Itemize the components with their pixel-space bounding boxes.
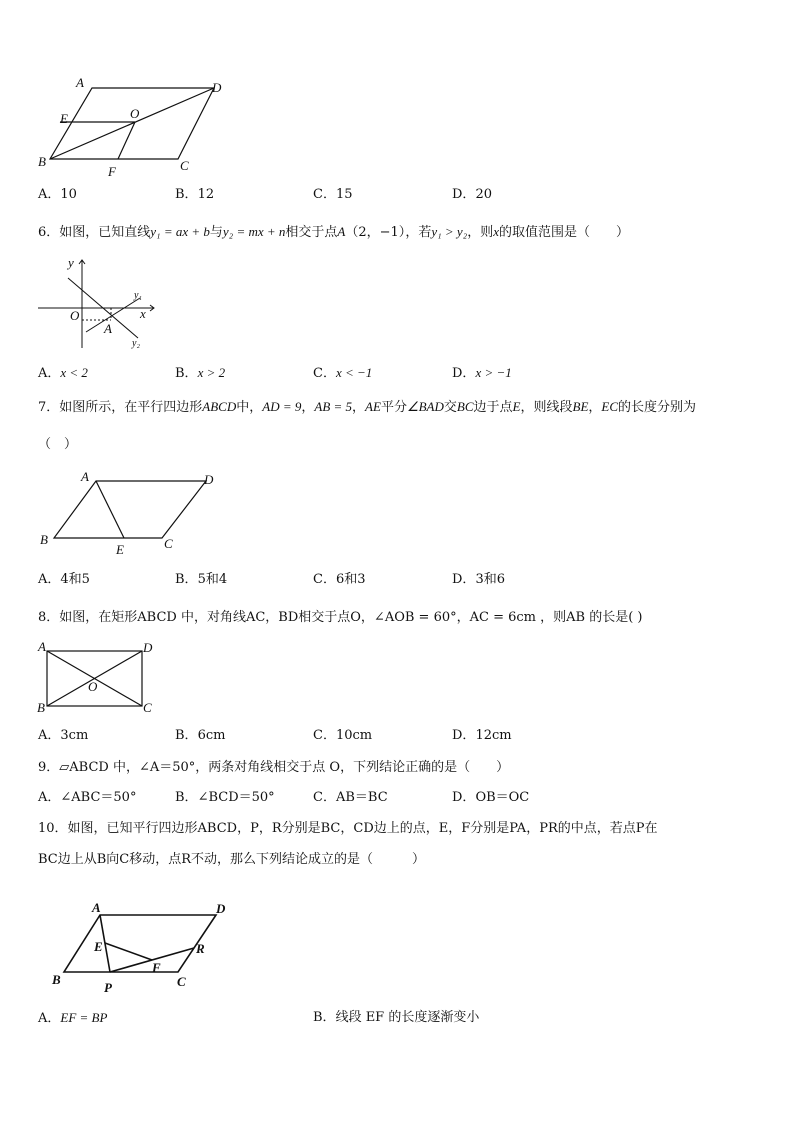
q8-label-c: C	[143, 700, 152, 715]
q6-option-d[interactable]: D．x > −1	[452, 365, 512, 381]
q10-label-p: P	[104, 980, 112, 995]
q7-label-d: D	[204, 472, 214, 487]
q5-label-d: D	[212, 80, 222, 95]
q7-label-b: B	[40, 532, 48, 547]
q8-label-b: B	[37, 700, 45, 715]
q8-option-a[interactable]: A．3cm	[38, 728, 89, 743]
q10-options	[0, 1009, 794, 1027]
q7-label-c: C	[164, 536, 173, 551]
q6-label-y: y	[68, 255, 74, 270]
q7-stem: 7．如图所示，在平行四边形ABCD中，AD = 9，AB = 5，AE平分∠BAD交BC边于点E，则线段BE，EC的长度分别为	[38, 399, 697, 415]
q5-label-b: B	[38, 154, 46, 169]
q8-label-d: D	[143, 640, 153, 655]
q6-option-c[interactable]: C．x < −1	[313, 365, 373, 381]
q5-label-f: F	[108, 164, 116, 179]
q8-options	[0, 727, 794, 745]
q10-label-a: A	[92, 900, 101, 915]
q10-figure	[36, 895, 246, 995]
q10-label-e: E	[94, 939, 103, 954]
q10-option-b[interactable]: B．线段 EF 的长度逐渐变小	[313, 1010, 480, 1025]
q7-option-c[interactable]: C．6和3	[313, 572, 366, 587]
q10-label-d: D	[216, 901, 226, 916]
q7-parallelogram	[54, 481, 206, 538]
q6-stem: 6．如图，已知直线y₁ = ax + b与y₂ = mx + n相交于点A（2，−1），若y₁ > y₂，则x的取值范围是（ ）	[38, 224, 629, 240]
q6-label-a: A	[104, 321, 112, 336]
q7-options	[0, 571, 794, 589]
q5-label-o: O	[130, 106, 140, 121]
q10-label-f: F	[152, 960, 161, 975]
q9-option-b[interactable]: B．∠BCD＝50°	[175, 790, 275, 805]
q6-option-b[interactable]: B．x > 2	[175, 365, 226, 381]
q5-figure	[36, 74, 236, 184]
q9-option-c[interactable]: C．AB＝BC	[313, 790, 388, 805]
q7-option-b[interactable]: B．5和4	[175, 572, 228, 587]
q10-label-c: C	[177, 974, 186, 989]
q7-label-a: A	[81, 469, 89, 484]
q10-stem-line2: BC边上从B向C移动，点R不动，那么下列结论成立的是（ ）	[38, 852, 426, 867]
q6-option-a[interactable]: A．x < 2	[38, 365, 88, 381]
q6-options	[0, 364, 794, 382]
q5-option-c[interactable]: C．15	[313, 187, 353, 202]
q6-label-o: O	[70, 308, 80, 323]
q6-line-y1	[86, 298, 140, 332]
q7-option-a[interactable]: A．4和5	[38, 572, 90, 587]
q6-label-y1: y₁	[134, 290, 142, 301]
q10-label-r: R	[196, 941, 205, 956]
q5-label-e: E	[60, 111, 68, 126]
q5-label-c: C	[180, 158, 189, 173]
q6-label-x: x	[140, 306, 146, 321]
q9-options	[0, 789, 794, 807]
q9-option-a[interactable]: A．∠ABC＝50°	[38, 790, 137, 805]
q5-label-a: A	[76, 75, 84, 90]
q8-stem: 8．如图，在矩形ABCD 中，对角线AC，BD相交于点O，∠AOB = 60°，AC = 6cm ，则AB 的长是( )	[38, 610, 643, 625]
q7-paren: （ ）	[38, 437, 78, 452]
q6-label-y2: y₂	[132, 338, 140, 349]
q8-label-a: A	[38, 639, 46, 654]
q8-option-b[interactable]: B．6cm	[175, 728, 226, 743]
q7-figure	[36, 468, 236, 558]
q5-option-a[interactable]: A．10	[38, 187, 77, 202]
q7-option-d[interactable]: D．3和6	[452, 572, 505, 587]
q9-option-d[interactable]: D．OB＝OC	[452, 790, 530, 805]
q5-options	[0, 186, 794, 204]
q5-option-b[interactable]: B．12	[175, 187, 215, 202]
q10-stem-line1: 10．如图，已知平行四边形ABCD，P，R分别是BC，CD边上的点，E，F分别是PA，PR的中点，若点P在	[38, 821, 658, 836]
q7-label-e: E	[116, 542, 124, 557]
q5-option-d[interactable]: D．20	[452, 187, 492, 202]
q10-label-b: B	[52, 972, 61, 987]
q8-label-o: O	[88, 679, 98, 694]
q8-option-c[interactable]: C．10cm	[313, 728, 373, 743]
q10-option-a[interactable]: A．EF = BP	[38, 1010, 108, 1026]
q8-option-d[interactable]: D．12cm	[452, 728, 512, 743]
q6-figure	[36, 252, 166, 352]
q8-figure	[36, 638, 166, 718]
q9-stem: 9．▱ABCD 中，∠A＝50°，两条对角线相交于点 O，下列结论正确的是（ ）	[38, 760, 510, 775]
